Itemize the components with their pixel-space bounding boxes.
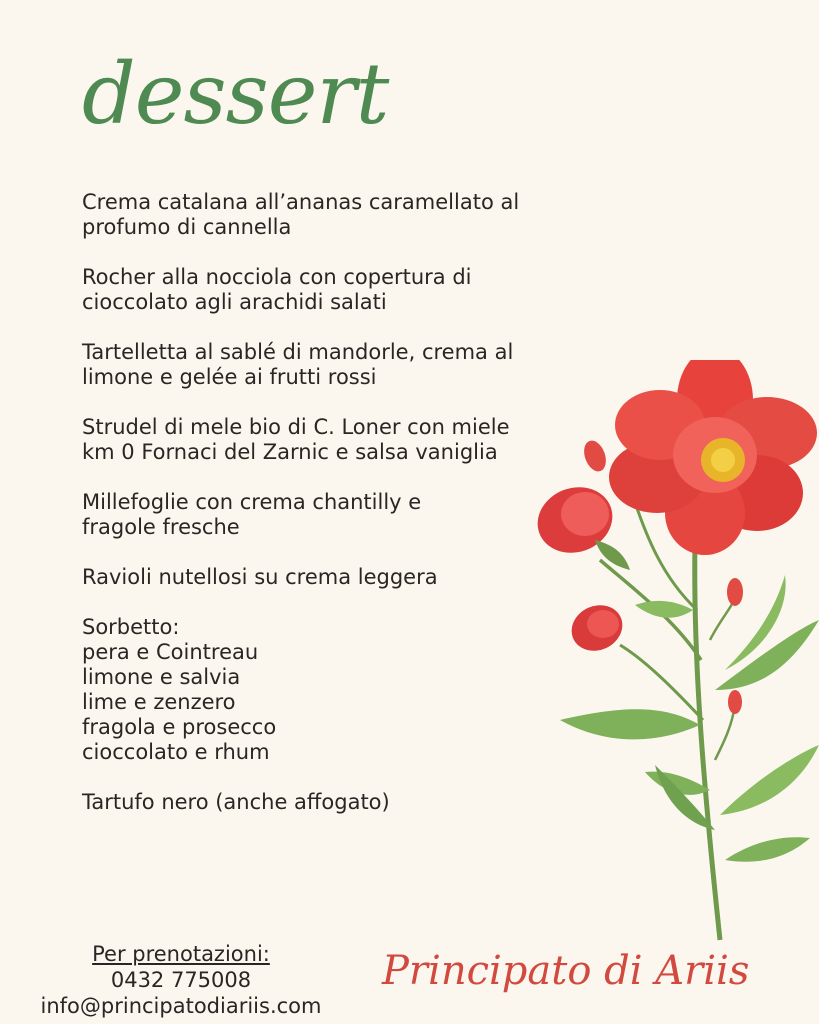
menu-item-line: Millefoglie con crema chantilly e (82, 490, 422, 514)
sorbet-title: Sorbetto: (82, 615, 180, 639)
email-address[interactable]: info@principatodiariis.com (40, 994, 322, 1018)
menu-item-line: Tartufo nero (anche affogato) (82, 790, 390, 814)
sorbet-flavor: lime e zenzero (82, 690, 236, 714)
booking-label: Per prenotazioni: (92, 942, 270, 966)
menu-item (82, 565, 602, 590)
menu-item (82, 415, 602, 465)
menu-item-line: km 0 Fornaci del Zarnic e salsa vaniglia (82, 440, 498, 464)
menu-item-line: Ravioli nutellosi su crema leggera (82, 565, 438, 589)
red-flower-illustration (525, 360, 819, 950)
sorbet-flavor: pera e Cointreau (82, 640, 259, 664)
booking-info (0, 941, 362, 1019)
menu-item-line: Tartelletta al sablé di mandorle, crema al (82, 340, 514, 364)
menu-item (82, 790, 602, 815)
dessert-menu (82, 190, 602, 840)
menu-item (82, 190, 602, 240)
menu-item-line: Strudel di mele bio di C. Loner con miele (82, 415, 510, 439)
sorbet-flavor: cioccolato e rhum (82, 740, 270, 764)
menu-item (82, 265, 602, 315)
menu-item-line: fragole fresche (82, 515, 240, 539)
menu-item-line: limone e gelée ai frutti rossi (82, 365, 377, 389)
menu-item-line: Rocher alla nocciola con copertura di (82, 265, 472, 289)
sorbet-section (82, 615, 602, 765)
phone-number[interactable]: 0432 775008 (110, 968, 252, 992)
menu-item (82, 490, 602, 540)
brand-signature: Principato di Ariis (382, 948, 750, 994)
menu-item-line: profumo di cannella (82, 215, 292, 239)
menu-item-line: cioccolato agli arachidi salati (82, 290, 387, 314)
sorbet-flavor: fragola e prosecco (82, 715, 277, 739)
page-title: dessert (82, 45, 389, 143)
menu-item-line: Crema catalana all’ananas caramellato al (82, 190, 520, 214)
menu-item (82, 340, 602, 390)
sorbet-flavor: limone e salvia (82, 665, 241, 689)
